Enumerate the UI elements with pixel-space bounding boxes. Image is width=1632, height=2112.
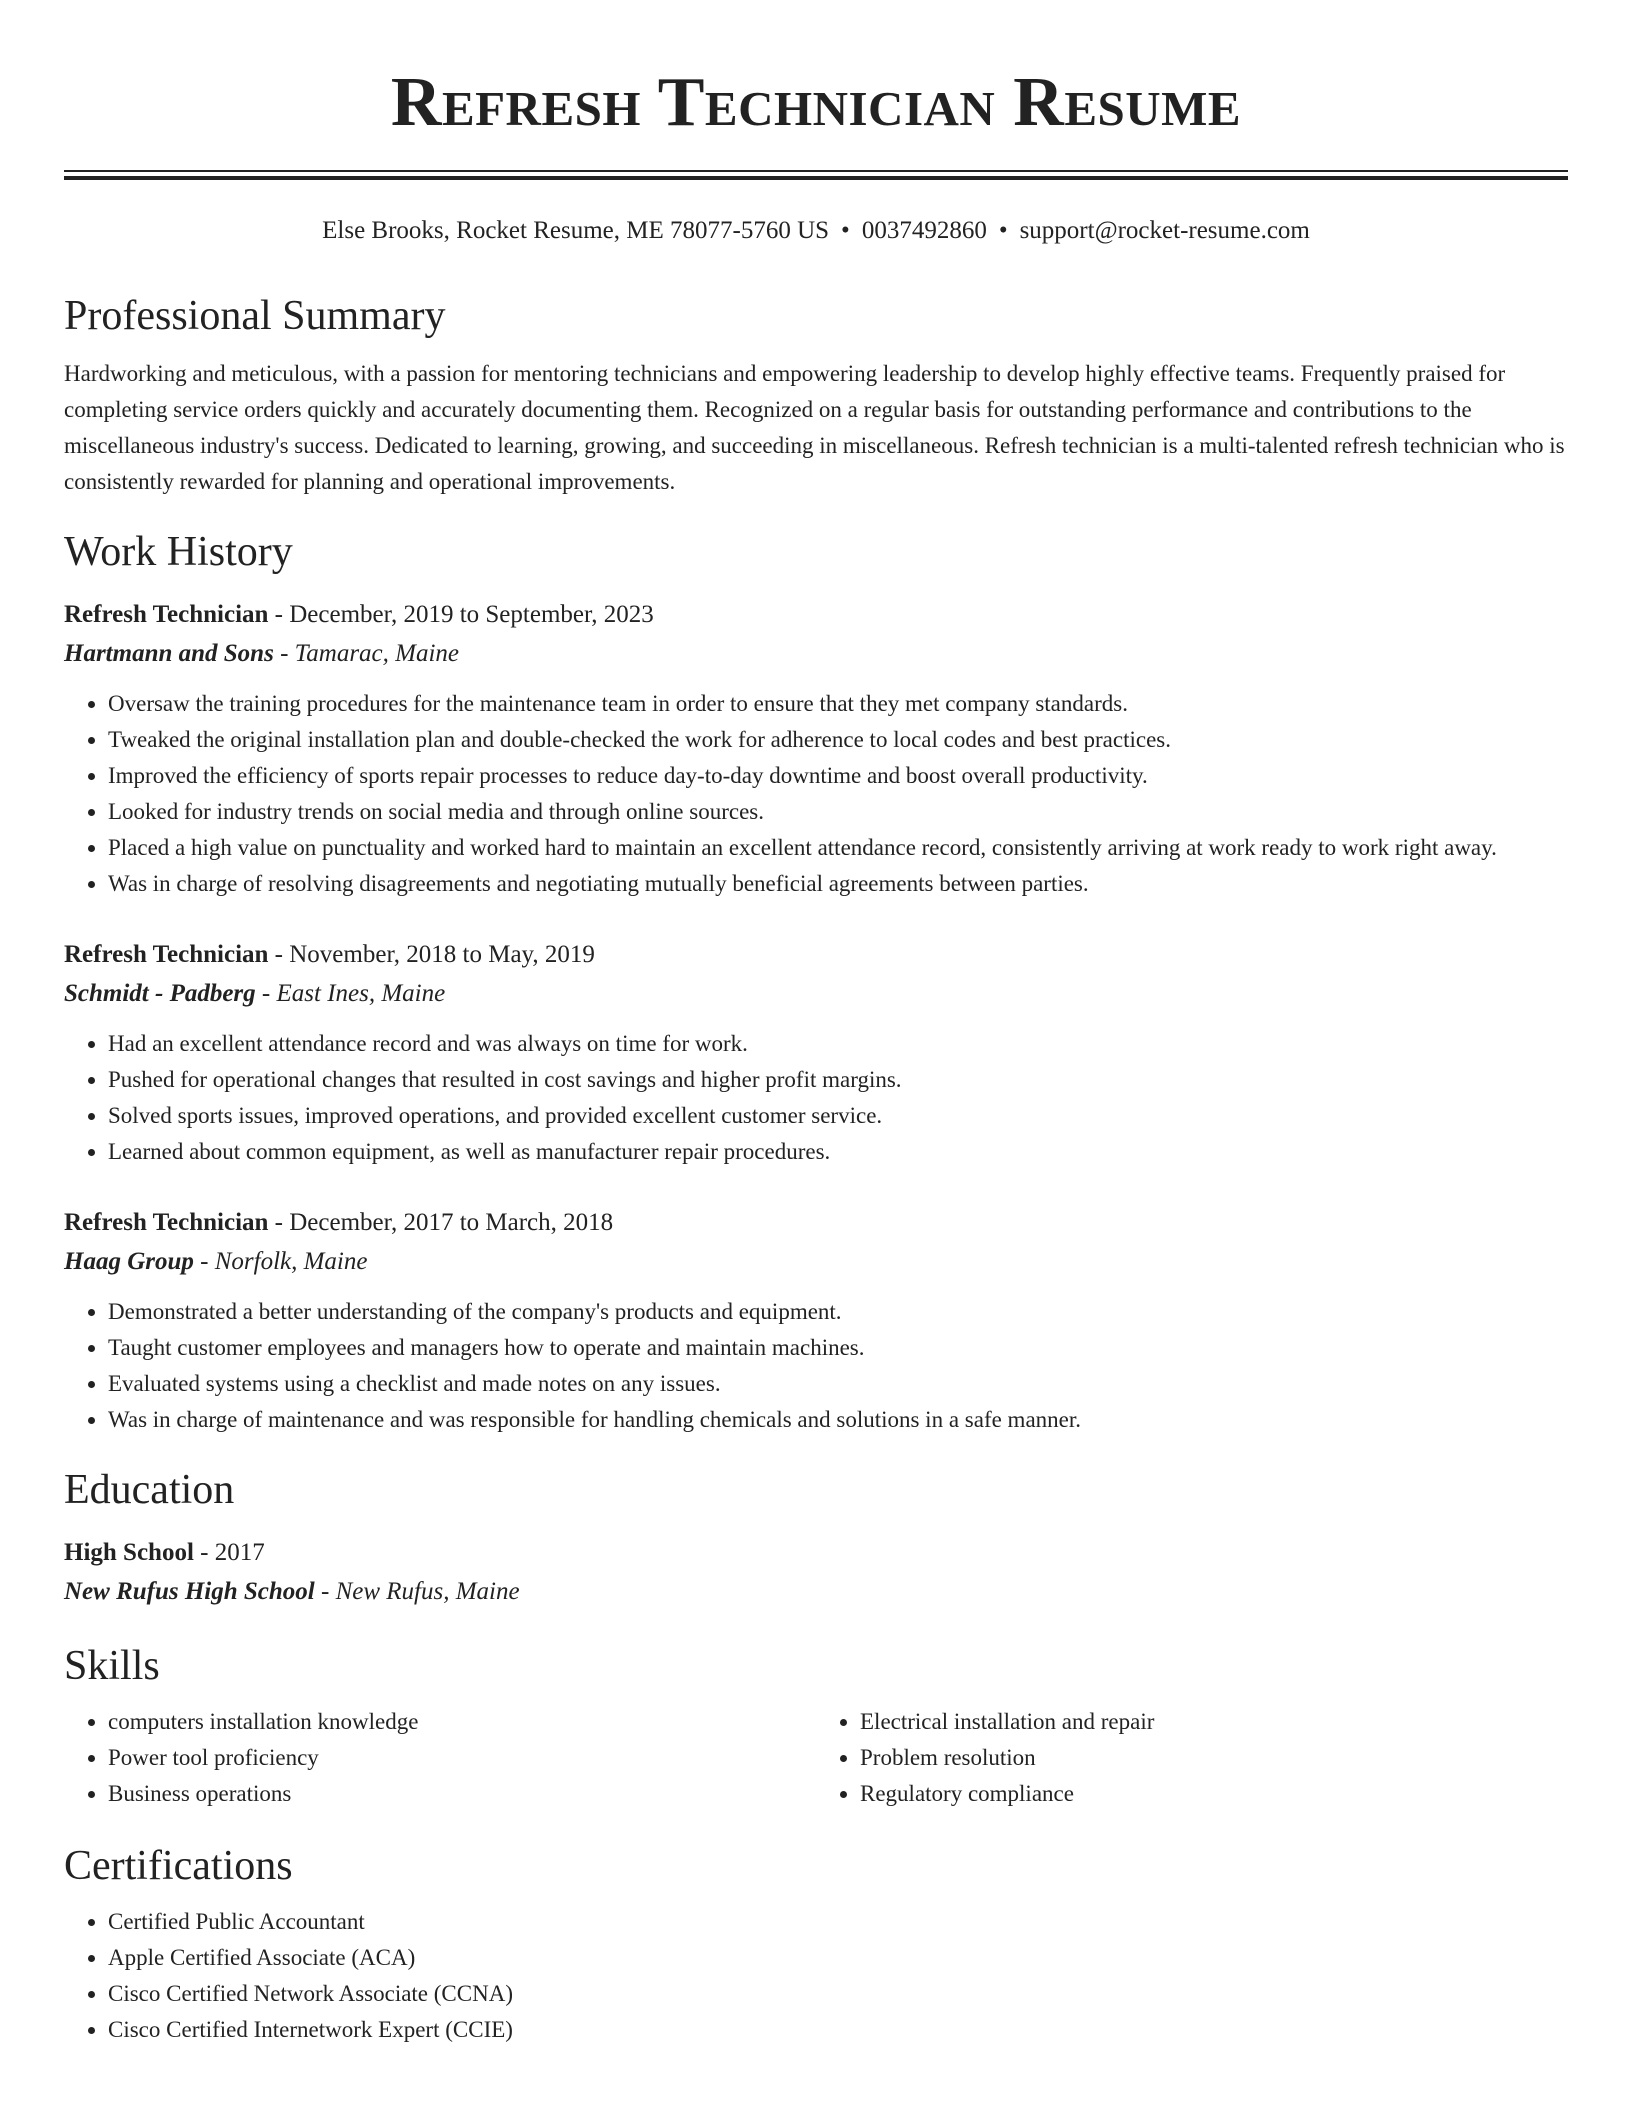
company-name: Schmidt - Padberg xyxy=(64,980,256,1007)
job-duty: • Tweaked the original installation plan and double-checked the work for adherence to local codes and best practices. xyxy=(108,722,1568,758)
school-name: New Rufus High School xyxy=(64,1578,315,1605)
graduation-year: - 2017 xyxy=(193,1539,265,1566)
skill-item: • Electrical installation and repair xyxy=(860,1704,1568,1740)
summary-heading: Professional Summary xyxy=(64,293,446,339)
skills-list-right xyxy=(816,1704,1568,1812)
education-entry xyxy=(64,1534,1568,1612)
job-title-line xyxy=(64,1204,1568,1242)
skill-item: • Problem resolution xyxy=(860,1740,1568,1776)
job-title: Refresh Technician xyxy=(64,941,269,968)
company-line xyxy=(64,1242,1568,1282)
contact-line xyxy=(64,214,1568,248)
job-dates: - November, 2018 to May, 2019 xyxy=(268,941,595,968)
company-location: - Norfolk, Maine xyxy=(193,1248,368,1275)
job-duty: • Evaluated systems using a checklist and made notes on any issues. xyxy=(108,1366,1568,1402)
job-dates: - December, 2017 to March, 2018 xyxy=(268,1209,614,1236)
job-duty: • Had an excellent attendance record and was always on time for work. xyxy=(108,1026,1568,1062)
certifications-list xyxy=(64,1904,1568,2048)
skill-item: • computers installation knowledge xyxy=(108,1704,816,1740)
certification-item: • Cisco Certified Internetwork Expert (CCIE) xyxy=(108,2012,1568,2048)
degree-line xyxy=(64,1534,1568,1572)
skills-heading: Skills xyxy=(64,1643,160,1689)
job-entry xyxy=(64,936,1568,1170)
job-duty: • Was in charge of resolving disagreements and negotiating mutually beneficial agreements between parties. xyxy=(108,866,1568,902)
skills-grid xyxy=(64,1704,1568,1812)
company-line xyxy=(64,634,1568,674)
job-entry xyxy=(64,1204,1568,1438)
job-duty: • Improved the efficiency of sports repair processes to reduce day-to-day downtime and boost overall productivity. xyxy=(108,758,1568,794)
job-entry xyxy=(64,596,1568,902)
contact-email: support@rocket-resume.com xyxy=(1019,217,1310,244)
skills-list-left xyxy=(64,1704,816,1812)
skill-item: • Business operations xyxy=(108,1776,816,1812)
job-duty: • Looked for industry trends on social media and through online sources. xyxy=(108,794,1568,830)
company-name: Hartmann and Sons xyxy=(64,640,274,667)
job-duty: • Solved sports issues, improved operations, and provided excellent customer service. xyxy=(108,1098,1568,1134)
job-duties-list xyxy=(64,1026,1568,1170)
job-duty: • Taught customer employees and managers how to operate and maintain machines. xyxy=(108,1330,1568,1366)
job-duty: • Oversaw the training procedures for the maintenance team in order to ensure that they met company standards. xyxy=(108,686,1568,722)
skill-item: • Power tool proficiency xyxy=(108,1740,816,1776)
job-duty: • Was in charge of maintenance and was responsible for handling chemicals and solutions in a safe manner. xyxy=(108,1402,1568,1438)
job-title: Refresh Technician xyxy=(64,1209,269,1236)
job-title-line xyxy=(64,936,1568,974)
title-divider xyxy=(64,170,1568,180)
school-location: - New Rufus, Maine xyxy=(314,1578,520,1605)
job-title-line xyxy=(64,596,1568,634)
job-duties-list xyxy=(64,686,1568,902)
work-history-heading: Work History xyxy=(64,529,293,575)
education-heading: Education xyxy=(64,1467,235,1513)
certification-item: • Apple Certified Associate (ACA) xyxy=(108,1940,1568,1976)
certification-item: • Certified Public Accountant xyxy=(108,1904,1568,1940)
school-line xyxy=(64,1572,1568,1612)
job-dates: - December, 2019 to September, 2023 xyxy=(268,601,654,628)
contact-separator: • xyxy=(841,217,850,244)
summary-text: Hardworking and meticulous, with a passion for mentoring technicians and empowering leadership to develop highly effective teams. Frequently praised for completing service orders quickly and accurately documenting them. Recognized on a regular basis for outstanding performance and contributions to the miscellaneous industry's success. Dedicated to learning, growing, and succeeding in miscellaneous. Refresh technician is a multi-talented refresh technician who is consistently rewarded for planning and operational improvements. xyxy=(64,361,1565,494)
job-duty: • Placed a high value on punctuality and worked hard to maintain an excellent attendance record, consistently arriving at work ready to work right away. xyxy=(108,830,1568,866)
contact-separator: • xyxy=(998,217,1008,244)
job-duty: • Pushed for operational changes that resulted in cost savings and higher profit margins. xyxy=(108,1062,1568,1098)
job-duties-list xyxy=(64,1294,1568,1438)
job-duty: • Demonstrated a better understanding of the company's products and equipment. xyxy=(108,1294,1568,1330)
company-location: - Tamarac, Maine xyxy=(273,640,460,667)
company-location: - East Ines, Maine xyxy=(255,980,446,1007)
resume-title: Refresh Technician Resume xyxy=(390,64,1242,141)
contact-phone: 0037492860 xyxy=(861,217,987,244)
certification-item: • Cisco Certified Network Associate (CCNA) xyxy=(108,1976,1568,2012)
job-title: Refresh Technician xyxy=(64,601,269,628)
contact-address: Else Brooks, Rocket Resume, ME 78077-5760 US xyxy=(322,217,830,244)
company-line xyxy=(64,974,1568,1014)
degree: High School xyxy=(64,1539,194,1566)
company-name: Haag Group xyxy=(64,1248,194,1275)
job-duty: • Learned about common equipment, as well as manufacturer repair procedures. xyxy=(108,1134,1568,1170)
certifications-heading: Certifications xyxy=(64,1843,293,1889)
skill-item: • Regulatory compliance xyxy=(860,1776,1568,1812)
